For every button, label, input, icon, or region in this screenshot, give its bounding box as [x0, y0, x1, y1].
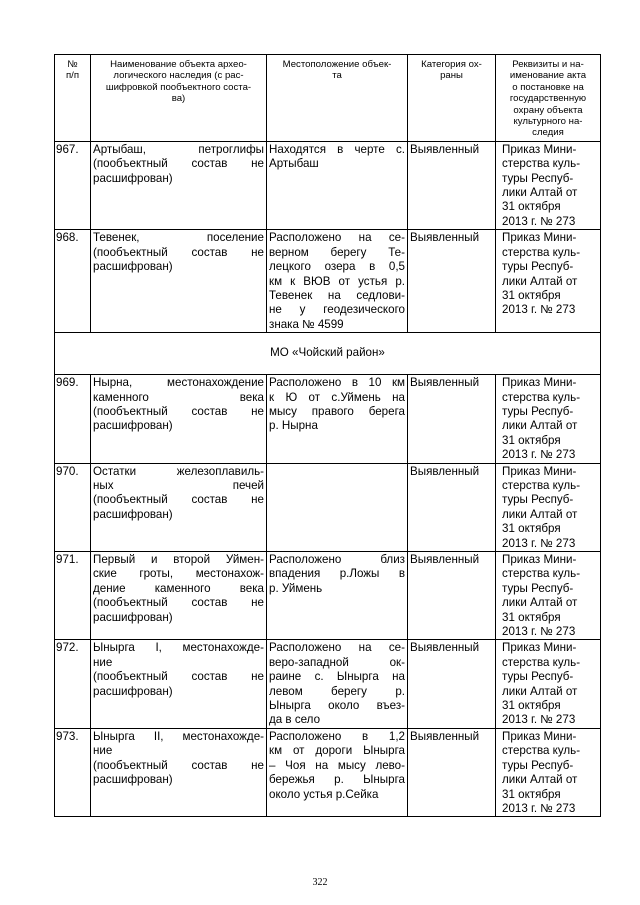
object-name: [91, 728, 267, 816]
text-line: Приказ Мини-: [502, 641, 577, 655]
text-line: шифровкой пообъектного соста-: [105, 81, 252, 93]
text-line: Наименование объекта архео-: [110, 59, 247, 70]
text-line: каменного века: [93, 390, 264, 404]
text-line: Тевенек на седлови-: [269, 288, 405, 302]
table-row: [55, 375, 601, 463]
row-number: 970.: [55, 463, 91, 551]
text-line: верном берегу Те-: [269, 245, 405, 259]
protection-category: Выявленный: [408, 463, 496, 551]
protection-act: [496, 552, 601, 640]
header-name: [91, 55, 267, 142]
object-location: [267, 230, 408, 333]
text-line: 31 октября: [502, 787, 561, 801]
text-line: 2013 г. № 273: [502, 625, 576, 639]
rows-group-after: [55, 375, 601, 817]
text-line: Артыбаш, петроглифы: [93, 142, 264, 156]
text-line: туры Респуб-: [502, 581, 574, 595]
text-line: км к ВЮВ от устья р.: [269, 274, 405, 288]
object-name: [91, 552, 267, 640]
row-number: 967.: [55, 141, 91, 229]
protection-act: [496, 141, 601, 229]
text-line: п/п: [65, 70, 80, 82]
protection-category: Выявленный: [408, 728, 496, 816]
table-row: [55, 552, 601, 640]
protection-act: [496, 375, 601, 463]
text-line: туры Респуб-: [502, 171, 574, 185]
protection-category: Выявленный: [408, 640, 496, 728]
protection-category: Выявленный: [408, 375, 496, 463]
text-line: стерства куль-: [502, 567, 581, 581]
text-line: государственную: [509, 93, 587, 105]
text-line: км от дороги Ынырга: [269, 744, 405, 758]
text-line: 31 октября: [502, 699, 561, 713]
text-line: Расположено близ: [269, 553, 405, 566]
text-line: лики Алтай от: [502, 186, 578, 200]
object-location: [267, 141, 408, 229]
text-line: (пообъектный состав не: [93, 157, 264, 171]
text-line: да в село: [269, 713, 321, 727]
heritage-registry-table: [54, 54, 601, 817]
header-location: [267, 55, 408, 142]
text-line: о постановке на: [512, 81, 584, 93]
text-line: (пообъектный состав не: [93, 758, 264, 772]
protection-act: [496, 728, 601, 816]
row-number: 973.: [55, 728, 91, 816]
text-line: веро-западной ок-: [269, 655, 405, 669]
text-line: стерства куль-: [502, 157, 581, 171]
table-row: [55, 463, 601, 551]
object-name: [91, 141, 267, 229]
text-line: стерства куль-: [502, 655, 581, 669]
text-line: впадения р.Ложы в: [269, 567, 405, 581]
text-line: р. Нырна: [269, 419, 318, 433]
text-line: Остатки железоплавиль-: [93, 464, 264, 478]
text-line: Приказ Мини-: [502, 231, 577, 245]
text-line: расшифрован): [93, 260, 173, 274]
header-category: [408, 55, 496, 142]
text-line: Расположено в 10 км: [269, 376, 405, 390]
table-row: [55, 141, 601, 229]
text-line: раине с. Ынырга на: [269, 670, 405, 684]
header-document: [496, 55, 601, 142]
text-line: лецкого озера в 0,5: [269, 260, 405, 274]
text-line: стерства куль-: [502, 245, 581, 259]
row-number: 972.: [55, 640, 91, 728]
text-line: (пообъектный состав не: [93, 596, 264, 610]
page-number: 322: [312, 877, 328, 888]
text-line: Категория ох-: [421, 59, 482, 70]
text-line: Местоположение объек-: [282, 59, 392, 70]
table-row: [55, 728, 601, 816]
text-line: Артыбаш: [269, 157, 319, 171]
section-group: [55, 333, 601, 375]
text-line: Реквизиты и на-: [512, 59, 584, 70]
text-line: лики Алтай от: [502, 596, 578, 610]
text-line: лики Алтай от: [502, 773, 578, 787]
text-line: (пообъектный состав не: [93, 670, 264, 684]
text-line: 31 октября: [502, 200, 561, 214]
text-line: (пообъектный состав не: [93, 404, 264, 418]
text-line: охрану объекта: [513, 104, 583, 116]
text-line: левом берегу р.: [269, 684, 405, 698]
text-line: 31 октября: [502, 288, 561, 302]
text-line: расшифрован): [93, 684, 173, 698]
object-location: [267, 728, 408, 816]
text-line: расшифрован): [93, 171, 173, 185]
text-line: туры Респуб-: [502, 404, 574, 418]
text-line: Находятся в черте с.: [269, 142, 405, 156]
protection-act: [496, 230, 601, 333]
text-line: Расположено на се-: [269, 231, 405, 245]
text-line: 2013 г. № 273: [502, 713, 576, 727]
text-line: (пообъектный состав не: [93, 245, 264, 259]
object-location: [267, 375, 408, 463]
object-name: [91, 375, 267, 463]
text-line: туры Респуб-: [502, 493, 574, 507]
text-line: 2013 г. № 273: [502, 801, 576, 815]
text-line: логического наследия (с рас-: [113, 70, 244, 82]
object-name: [91, 640, 267, 728]
text-line: не у геодезического: [269, 303, 405, 317]
object-location: [267, 552, 408, 640]
text-line: дение каменного века: [93, 581, 264, 595]
text-line: Приказ Мини-: [502, 376, 577, 390]
text-line: стерства куль-: [502, 478, 581, 492]
text-line: та: [332, 70, 342, 82]
object-location: [267, 463, 408, 551]
text-line: – Чоя на мысу лево-: [269, 758, 405, 772]
header-num: [55, 55, 91, 142]
text-line: 31 октября: [502, 522, 561, 536]
text-line: №: [67, 59, 78, 70]
text-line: мысу правого берега: [269, 404, 405, 418]
text-line: расшифрован): [93, 610, 173, 624]
row-number: 971.: [55, 552, 91, 640]
text-line: ние: [93, 655, 113, 669]
text-line: туры Респуб-: [502, 758, 574, 772]
text-line: ва): [171, 93, 186, 105]
text-line: Приказ Мини-: [502, 553, 577, 566]
text-line: туры Респуб-: [502, 260, 574, 274]
text-line: расшифрован): [93, 419, 173, 433]
protection-category: Выявленный: [408, 552, 496, 640]
text-line: Приказ Мини-: [502, 142, 577, 156]
text-line: Ынырга около въез-: [269, 699, 405, 713]
table-row: [55, 640, 601, 728]
text-line: лики Алтай от: [502, 419, 578, 433]
protection-act: [496, 640, 601, 728]
text-line: Ынырга I, местонахожде-: [93, 641, 264, 655]
section-title: МО «Чойский район»: [55, 333, 601, 375]
text-line: 2013 г. № 273: [502, 536, 576, 550]
text-line: Тевенек, поселение: [93, 231, 264, 245]
text-line: Расположено в 1,2: [269, 729, 405, 743]
text-line: туры Респуб-: [502, 670, 574, 684]
text-line: стерства куль-: [502, 390, 581, 404]
text-line: именование акта: [509, 70, 587, 82]
text-line: ных печей: [93, 478, 264, 492]
text-line: следия: [532, 127, 564, 139]
text-line: ние: [93, 744, 113, 758]
text-line: лики Алтай от: [502, 507, 578, 521]
object-name: [91, 230, 267, 333]
text-line: бережья р. Ынырга: [269, 773, 405, 787]
text-line: Приказ Мини-: [502, 729, 577, 743]
text-line: лики Алтай от: [502, 274, 578, 288]
row-number: 969.: [55, 375, 91, 463]
text-line: (пообъектный состав не: [93, 493, 264, 507]
text-line: 31 октября: [502, 610, 561, 624]
text-line: 2013 г. № 273: [502, 303, 576, 317]
rows-group-before: [55, 141, 601, 332]
text-line: стерства куль-: [502, 744, 581, 758]
text-line: 31 октября: [502, 433, 561, 447]
text-line: Приказ Мини-: [502, 464, 577, 478]
text-line: знака № 4599: [269, 317, 344, 331]
table-header-row: [55, 55, 601, 142]
text-line: Нырна, местонахождение: [93, 376, 264, 390]
section-row: [55, 333, 601, 375]
text-line: расшифрован): [93, 773, 173, 787]
text-line: 2013 г. № 273: [502, 448, 576, 462]
text-line: р. Уймень: [269, 581, 323, 595]
row-number: 968.: [55, 230, 91, 333]
text-line: культурного на-: [513, 116, 583, 128]
text-line: Ынырга II, местонахожде-: [93, 729, 264, 743]
text-line: ские гроты, местонахож-: [93, 567, 264, 581]
text-line: около устья р.Сейка: [269, 787, 379, 801]
text-line: Расположено на се-: [269, 641, 405, 655]
protection-act: [496, 463, 601, 551]
protection-category: Выявленный: [408, 230, 496, 333]
text-line: к Ю от с.Уймень на: [269, 390, 405, 404]
text-line: 2013 г. № 273: [502, 214, 576, 228]
protection-category: Выявленный: [408, 141, 496, 229]
text-line: раны: [440, 70, 463, 82]
object-name: [91, 463, 267, 551]
text-line: Первый и второй Уймен-: [93, 553, 264, 566]
text-line: расшифрован): [93, 507, 173, 521]
object-location: [267, 640, 408, 728]
text-line: лики Алтай от: [502, 684, 578, 698]
table-row: [55, 230, 601, 333]
